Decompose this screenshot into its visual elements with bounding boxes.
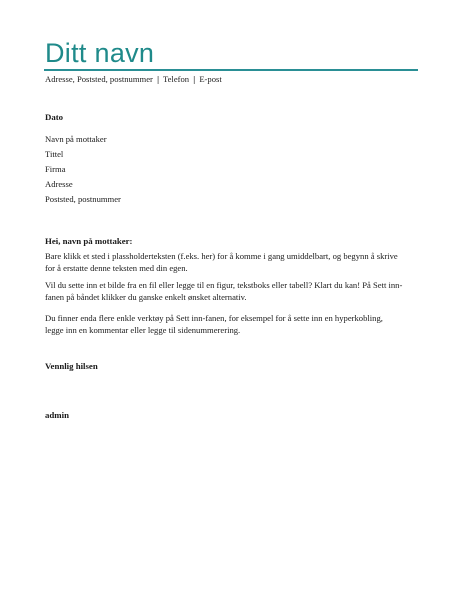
paragraph-line: fanen på båndet klikker du ganske enkelt ønsket alternativ. xyxy=(45,291,247,302)
paragraph-line: Du finner enda flere enkle verktøy på Sett inn-fanen, for eksempel for å sette inn en hyperkobling, xyxy=(45,313,383,323)
body-paragraph[interactable] xyxy=(45,313,415,336)
date-field[interactable]: Dato xyxy=(45,112,64,122)
recipient-title[interactable]: Tittel xyxy=(45,148,64,159)
sender-phone[interactable]: Telefon xyxy=(162,74,190,84)
paragraph-line: legge inn en kommentar eller legge til sidenummerering. xyxy=(45,324,241,335)
paragraph-line: Bare klikk et sted i plassholderteksten (f.eks. her) for å komme i gang umiddelbart, og begynn å skrive xyxy=(45,251,398,261)
recipient-address[interactable]: Adresse xyxy=(45,178,73,189)
recipient-block xyxy=(45,132,121,207)
body-paragraph[interactable] xyxy=(45,280,415,303)
title-underline-divider xyxy=(44,69,418,71)
contact-separator: | xyxy=(157,74,159,84)
sender-contact-line xyxy=(45,74,222,84)
closing-line[interactable]: Vennlig hilsen xyxy=(45,361,98,371)
sender-name-title[interactable]: Ditt navn xyxy=(45,38,155,68)
sender-email[interactable]: E-post xyxy=(199,74,222,84)
recipient-company[interactable]: Firma xyxy=(45,163,66,174)
body-paragraph[interactable] xyxy=(45,251,415,274)
contact-separator: | xyxy=(193,74,196,84)
recipient-city[interactable]: Poststed, postnummer xyxy=(45,193,121,204)
greeting-line[interactable]: Hei, navn på mottaker: xyxy=(45,236,133,246)
sender-address[interactable]: Adresse, Poststed, postnummer xyxy=(45,74,153,84)
paragraph-line: for å erstatte denne teksten med din egen. xyxy=(45,262,188,273)
paragraph-line: Vil du sette inn et bilde fra en fil eller legge til en figur, tekstboks eller tabell? Klart du kan! På Sett inn- xyxy=(45,280,403,290)
signature-name[interactable]: admin xyxy=(45,410,69,420)
recipient-name[interactable]: Navn på mottaker xyxy=(45,134,107,144)
